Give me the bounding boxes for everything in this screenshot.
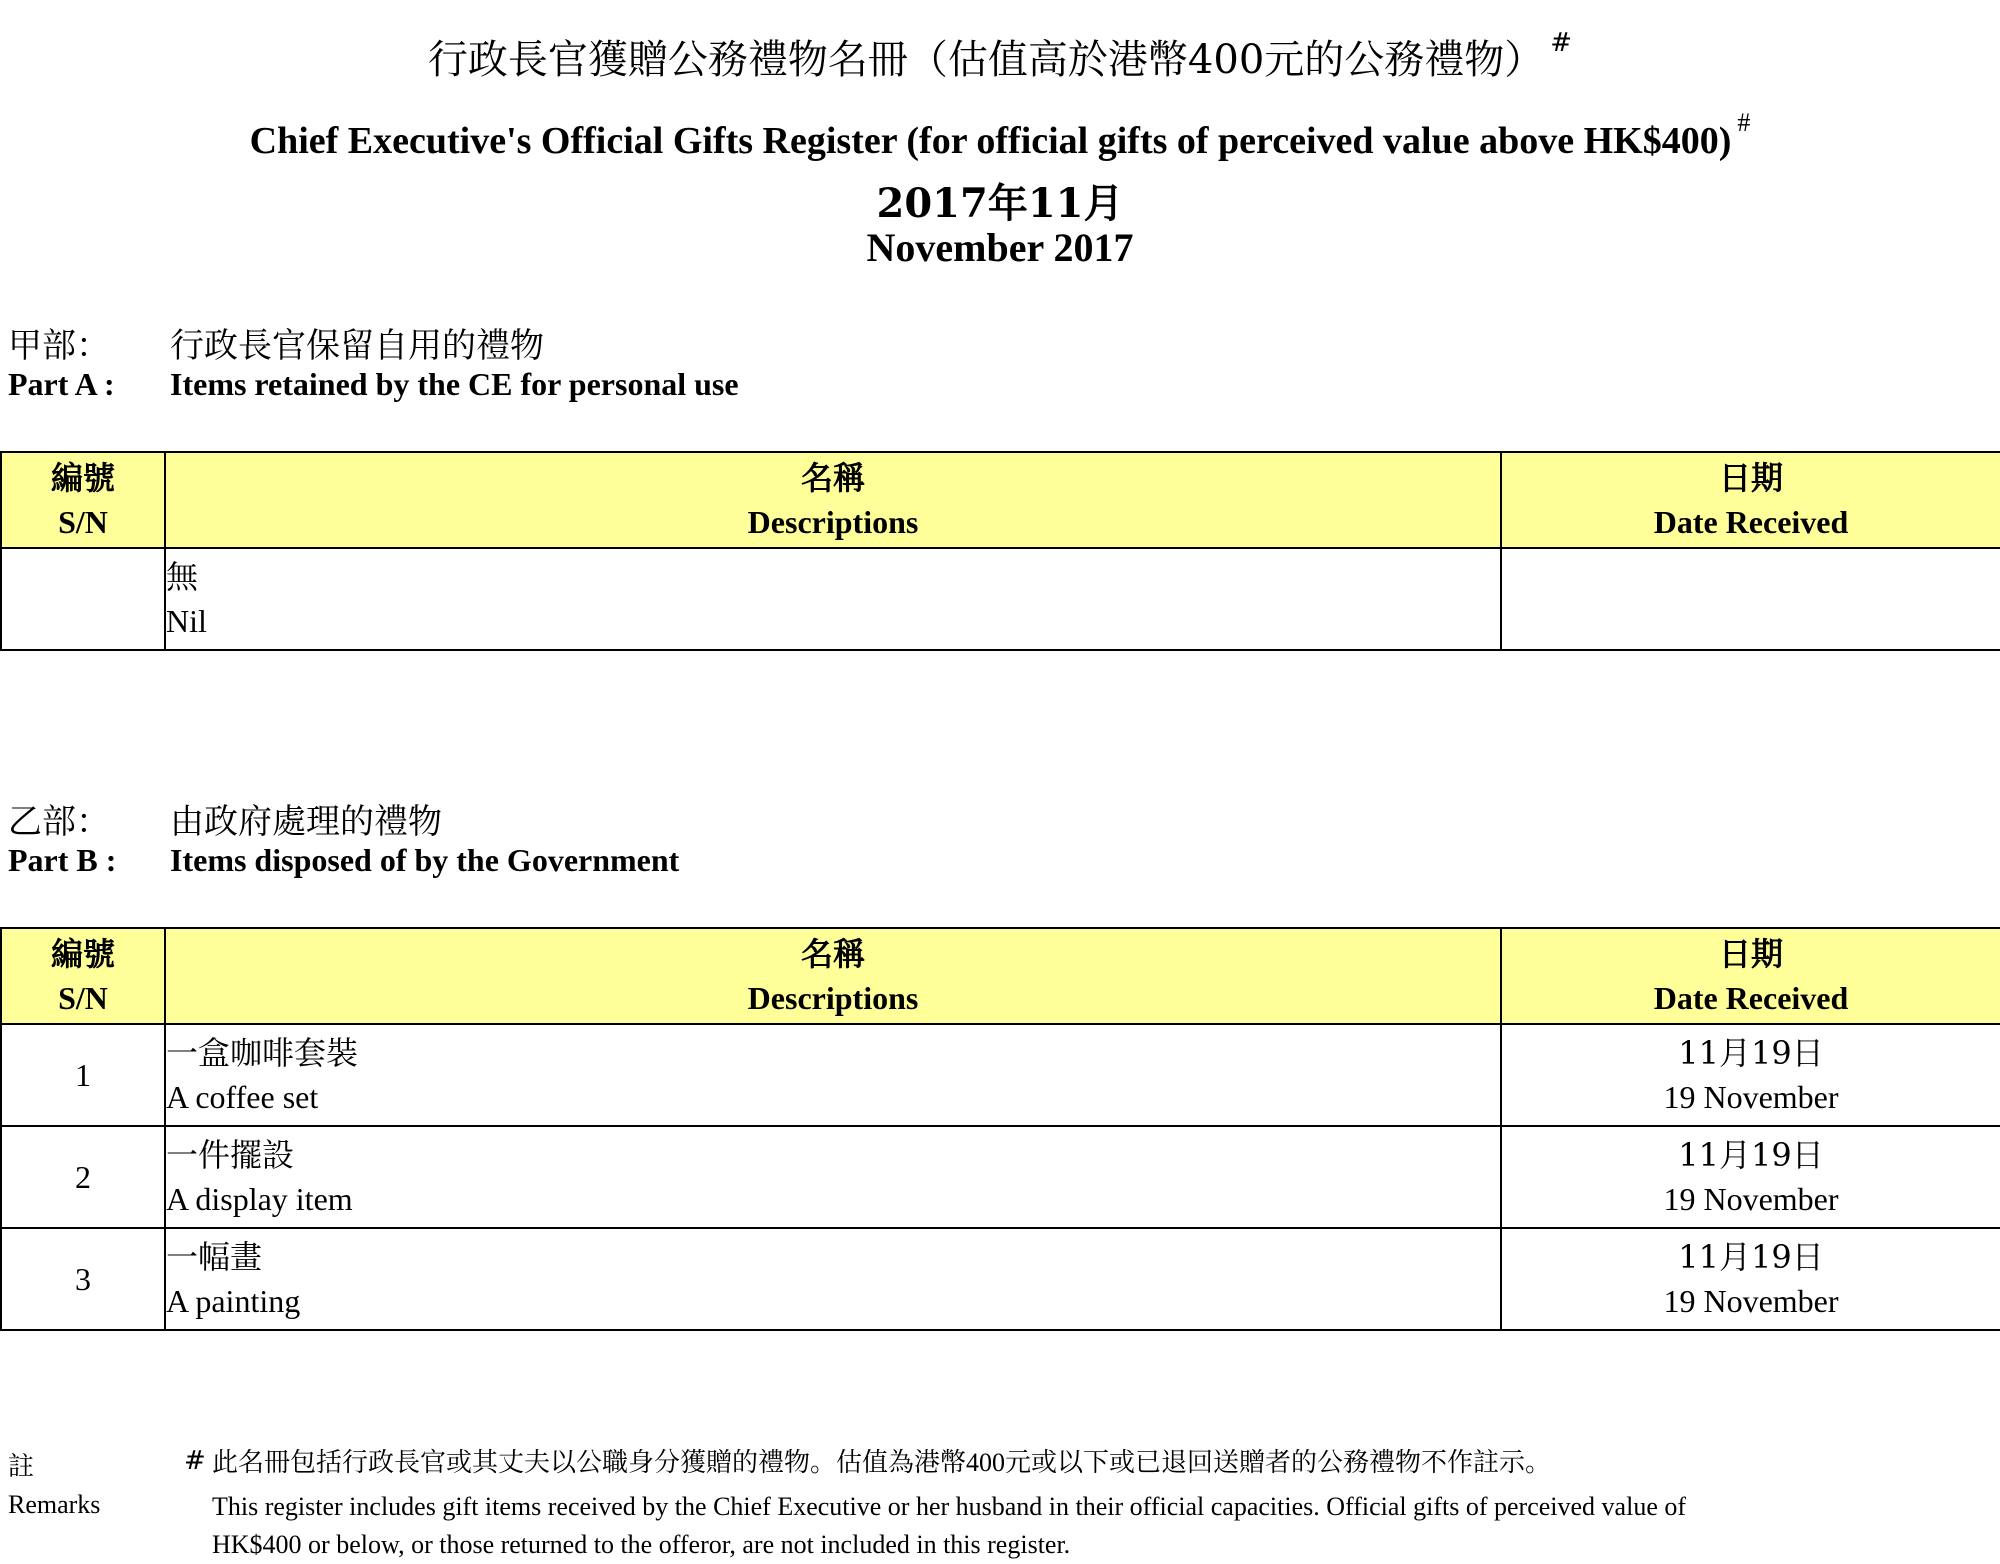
part-a-label-chinese: 甲部：: [8, 326, 110, 366]
table-row: [1, 1228, 2000, 1330]
part-a-label-english: Part A :: [8, 366, 115, 402]
table-row: [1, 1024, 2000, 1126]
part-b-label-english: Part B :: [8, 842, 117, 878]
cell-description: 一幅畫 A painting: [165, 1228, 1501, 1330]
remarks-text-english-line1: This register includes gift items received by the Chief Executive or her husband in their official capacities. Official gifts of perceived value of: [212, 1492, 1687, 1521]
cell-sn: 3: [1, 1228, 165, 1330]
part-b-heading-english: Items disposed of by the Government: [170, 842, 680, 878]
column-header-sn: 編號 S/N: [1, 452, 165, 548]
title-english: Chief Executive's Official Gifts Register (for official gifts of perceived value above HK$400) #: [249, 108, 1751, 162]
part-b-heading-chinese: 由政府處理的禮物: [170, 802, 442, 842]
part-b-label-chinese: 乙部：: [8, 802, 110, 842]
title-date-english: November 2017: [866, 225, 1134, 270]
cell-date: 11月19日 19 November: [1501, 1024, 2000, 1126]
cell-sn: [1, 548, 165, 650]
table-row: [1, 1126, 2000, 1228]
table-row: [1, 548, 2000, 650]
remarks-text-english-line2: HK$400 or below, or those returned to the offeror, are not included in this register.: [212, 1530, 1071, 1559]
part-a-heading-english: Items retained by the CE for personal use: [170, 366, 739, 402]
column-header-date-received: 日期 Date Received: [1501, 928, 2000, 1024]
cell-date: [1501, 548, 2000, 650]
cell-description: 一件擺設 A display item: [165, 1126, 1501, 1228]
title-chinese-footnote-mark: #: [1550, 28, 1573, 58]
column-header-sn: 編號 S/N: [1, 928, 165, 1024]
column-header-descriptions: 名稱 Descriptions: [165, 452, 1501, 548]
remarks-footnote-mark: #: [184, 1446, 206, 1476]
part-a-table-header: [1, 452, 2000, 548]
remarks-text-chinese: 此名冊包括行政長官或其丈夫以公職身分獲贈的禮物。估值為港幣400元或以下或已退回送贈者的公務禮物不作註示。: [212, 1448, 1552, 1477]
part-b-table: [0, 927, 2000, 1331]
cell-sn: 2: [1, 1126, 165, 1228]
cell-date: 11月19日 19 November: [1501, 1228, 2000, 1330]
column-header-date-received: 日期 Date Received: [1501, 452, 2000, 548]
cell-date: 11月19日 19 November: [1501, 1126, 2000, 1228]
title-english-footnote-mark: #: [1737, 108, 1751, 137]
cell-description: 無 Nil: [165, 548, 1501, 650]
part-a-table: [0, 451, 2000, 651]
part-a-heading-chinese: 行政長官保留自用的禮物: [170, 326, 544, 366]
column-header-descriptions: 名稱 Descriptions: [165, 928, 1501, 1024]
cell-sn: 1: [1, 1024, 165, 1126]
cell-description: 一盒咖啡套裝 A coffee set: [165, 1024, 1501, 1126]
remarks-label-chinese: 註: [8, 1452, 35, 1481]
title-chinese: 行政長官獲贈公務禮物名冊（估值高於港幣400元的公務禮物） #: [427, 28, 1573, 83]
remarks-label-english: Remarks: [8, 1490, 101, 1519]
title-date-chinese: 2017年11月: [876, 180, 1124, 227]
part-b-table-header: [1, 928, 2000, 1024]
